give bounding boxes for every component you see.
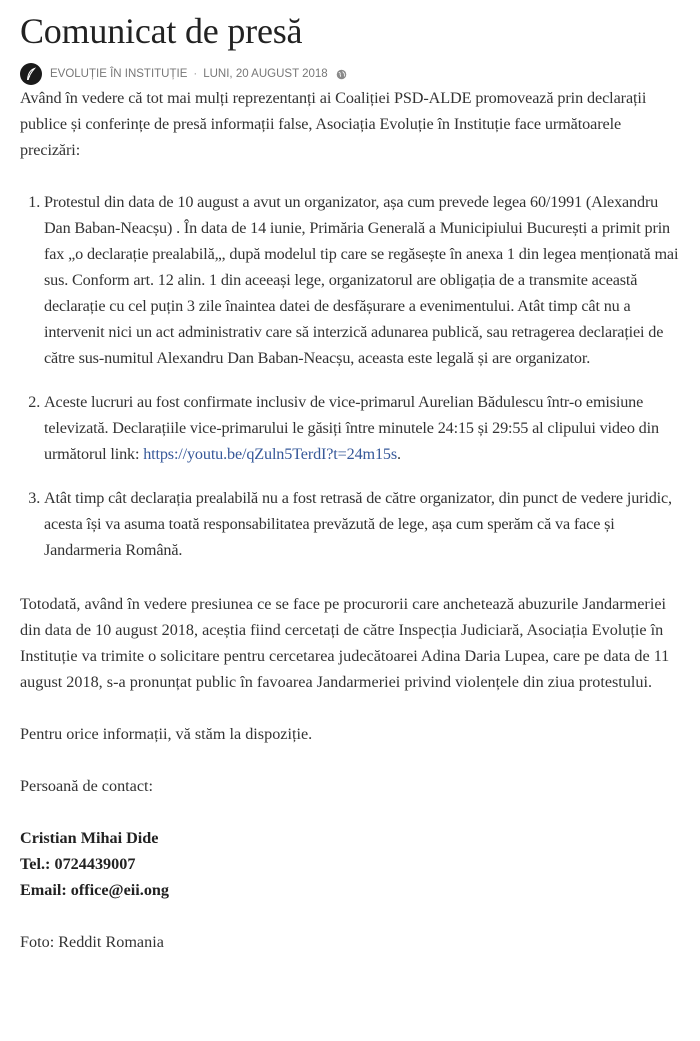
list-item-text-end: . bbox=[397, 445, 401, 463]
photo-credit: Foto: Reddit Romania bbox=[20, 933, 164, 951]
list-item-text: Aceste lucruri au fost confirmate inclusiv de vice-primarul Aurelian Bădulescu într-o emisiune televizată. Declarațiile vice-primarului le găsiți între minutele 24:15 și 29:55 al clipului video din următorul link: bbox=[44, 393, 659, 463]
globe-icon bbox=[336, 69, 347, 80]
meta-separator: · bbox=[193, 68, 198, 80]
list-item bbox=[44, 485, 680, 563]
contact-phone: Tel.: 0724439007 bbox=[20, 855, 136, 873]
article-meta bbox=[20, 63, 680, 85]
author-name[interactable]: EVOLUȚIE ÎN INSTITUȚIE bbox=[50, 68, 188, 80]
statement-list bbox=[20, 189, 680, 563]
feather-logo-icon bbox=[24, 67, 38, 81]
list-item bbox=[44, 389, 680, 467]
contact-label: Persoană de contact: bbox=[20, 777, 154, 795]
youtube-link[interactable]: https://youtu.be/qZuln5TerdI?t=24m15s bbox=[143, 445, 397, 463]
article bbox=[20, 0, 680, 955]
list-item-text: Protestul din data de 10 august a avut un organizator, așa cum prevede legea 60/1991 (Alexandru Dan Baban-Neacșu) . În data de 14 iunie, Primăria Generală a Municipiului București a primit prin fax „o declarație prealabilă„, după modelul tip care se regăsește în anexa 1 din legea menționată mai sus. Conform art. 12 alin. 1 din aceeași lege, organizatorul are obligația de a transmite această declarație cu cel puțin 3 zile înaintea datei de desfășurare a evenimentului. Atât timp cât nu a intervenit nici un act administrativ care să interzică adunarea publică, sau retragerea declarației de către sus-numitul Alexandru Dan Baban-Neacșu, aceasta este legală și are organizator. bbox=[44, 193, 679, 367]
page-title: Comunicat de presă bbox=[20, 11, 303, 51]
contact-name: Cristian Mihai Dide bbox=[20, 829, 159, 847]
list-item-text: Atât timp cât declarația prealabilă nu a fost retrasă de către organizator, din punct de vedere juridic, acesta își va asuma toată responsabilitatea prevăzută de lege, așa cum sperăm că va face și Jandarmeria Română. bbox=[44, 489, 672, 559]
info-paragraph: Pentru orice informații, vă stăm la dispoziție. bbox=[20, 725, 313, 743]
contact-block bbox=[20, 825, 680, 903]
publish-date[interactable]: LUNI, 20 AUGUST 2018 bbox=[203, 68, 328, 80]
intro-paragraph: Având în vedere că tot mai mulți reprezentanți ai Coaliției PSD-ALDE promovează prin declarații publice și conferințe de presă informații false, Asociația Evoluție în Instituție face următoarele precizări: bbox=[20, 89, 647, 159]
totodata-paragraph: Totodată, având în vedere presiunea ce se face pe procurorii care anchetează abuzurile Jandarmeriei din data de 10 august 2018, aceștia fiind cercetați de către Inspecția Judiciară, Asociația Evoluție în Instituție va trimite o solicitare pentru cercetarea judecătoarei Adina Daria Lupea, care pe data de 11 august 2018, s-a pronunțat public în favoarea Jandarmeriei privind violențele din ziua protestului. bbox=[20, 595, 670, 691]
list-item bbox=[44, 189, 680, 371]
avatar[interactable] bbox=[20, 63, 42, 85]
contact-email: Email: office@eii.ong bbox=[20, 881, 170, 899]
